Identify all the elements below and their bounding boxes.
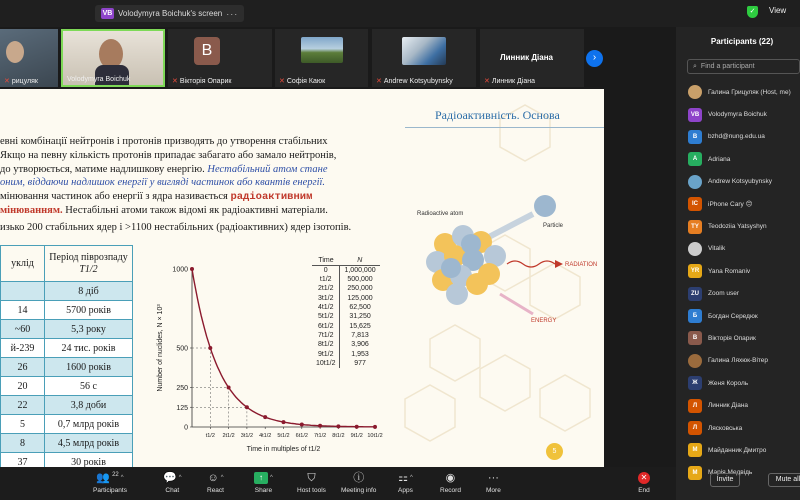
table-cell: 1,000,000 — [344, 267, 376, 274]
apps-icon: ⚏ — [398, 472, 408, 484]
participant-avatar: Б — [688, 309, 702, 323]
participants-title: Participants (22) — [710, 37, 774, 46]
slide-text-line: Якщо на певну кількість протонів припадає забагато або замало нейтронів, — [0, 150, 337, 161]
participant-list-item[interactable] — [688, 171, 800, 193]
table-row — [312, 303, 380, 312]
table-header: N — [340, 256, 380, 266]
table-cell: 500,000 — [347, 276, 373, 284]
y-tick-label: 250 — [176, 385, 188, 392]
data-point — [227, 386, 231, 390]
participant-avatar: ZU — [688, 287, 702, 301]
participant-name: Teodoziia Yatsyshyn — [708, 223, 767, 231]
participant-avatar: Л — [688, 421, 702, 435]
participants-icon: 👥 — [96, 472, 111, 484]
react-icon: ☺ — [207, 472, 219, 484]
shield-icon: ⛉ — [307, 472, 316, 484]
table-row — [312, 359, 380, 368]
x-tick-label: 8t1/2 — [332, 433, 345, 439]
chat-icon: 💬 — [163, 472, 177, 484]
x-tick-label: 4t1/2 — [259, 433, 272, 439]
table-row — [312, 312, 380, 321]
y-tick-label: 0 — [184, 424, 188, 432]
table-cell: 7,813 — [351, 331, 369, 339]
participant-avatar: B — [194, 37, 220, 65]
video-thumbnail-strip — [0, 29, 610, 87]
participant-name: Yana Romaniv — [708, 267, 751, 275]
share-arrow-icon: ↑ — [254, 472, 268, 484]
table-cell: 5t1/2 — [312, 312, 340, 321]
data-point — [245, 405, 249, 409]
mic-muted-icon: ✕ — [279, 78, 285, 85]
participant-list-item[interactable] — [688, 126, 800, 148]
table-header: уклід — [1, 246, 45, 282]
participant-photo — [402, 37, 446, 65]
mute-all-button[interactable]: Mute all — [768, 473, 800, 487]
participant-name: Линник Діана — [708, 402, 749, 410]
participant-list-item[interactable] — [688, 238, 800, 260]
participant-list-item[interactable] — [688, 372, 800, 394]
participant-avatar — [688, 354, 702, 368]
participant-name: Майданник Дмитро — [708, 446, 767, 454]
table-cell: 0 — [312, 266, 340, 276]
more-button[interactable]: ··· More — [486, 472, 501, 494]
data-point — [190, 267, 194, 271]
participant-name: ✕ Вікторія Опарик — [172, 77, 232, 85]
participant-list-item[interactable] — [688, 350, 800, 372]
x-tick-label: 2t1/2 — [222, 433, 235, 439]
next-page-arrow-icon[interactable]: › — [586, 50, 603, 67]
participant-list-item[interactable] — [688, 305, 800, 327]
table-cell: 6t1/2 — [312, 321, 340, 330]
table-row: 5 0,7 млрд років — [1, 415, 133, 434]
table-header: Time — [312, 256, 340, 266]
table-cell: 2t1/2 — [312, 284, 340, 293]
x-tick-label: 10t1/2 — [367, 433, 383, 439]
atom-label: Radioactive atom — [417, 211, 464, 217]
participant-list-item[interactable] — [688, 417, 800, 439]
participant-name: Богдан Середюк — [708, 312, 758, 320]
participant-list-item[interactable] — [688, 81, 800, 103]
table-cell: 3,906 — [351, 341, 369, 349]
chevron-up-icon[interactable]: ^ — [270, 475, 273, 481]
sharer-avatar: VB — [102, 10, 113, 17]
table-cell: 31,250 — [349, 313, 371, 321]
participant-list-item[interactable] — [688, 103, 800, 125]
data-point — [318, 424, 322, 428]
invite-button[interactable]: Invite — [710, 473, 740, 487]
chevron-up-icon[interactable]: ^ — [220, 475, 224, 481]
table-cell: 62,500 — [349, 304, 371, 312]
record-icon: ◉ — [445, 472, 456, 484]
energy-arrow — [500, 294, 533, 314]
data-point — [336, 424, 340, 428]
security-shield-icon[interactable]: ✓ — [747, 6, 758, 18]
particle-arrow — [485, 214, 533, 239]
participant-avatar — [688, 85, 702, 99]
participant-name: ✕ Линник Діана — [484, 77, 535, 85]
participant-avatar — [688, 175, 702, 189]
video-thumbnail[interactable] — [372, 29, 476, 87]
table-cell: 1,953 — [351, 350, 369, 358]
screen-share-label: Volodymyra Boichuk's screen — [118, 9, 223, 18]
video-thumbnail[interactable] — [275, 29, 368, 87]
table-row — [312, 321, 380, 330]
participant-avatar — [688, 242, 702, 256]
participant-name: Галина Грицуляк (Host, me) — [708, 88, 791, 96]
x-axis-label: Time in multiples of t1/2 — [246, 446, 321, 453]
slide-text-line: до утворюється, матиме надлишкову енергію. Нестабільний атом стане — [0, 164, 328, 175]
data-point — [300, 423, 304, 427]
participant-avatar: A — [688, 152, 702, 166]
table-row: 37 30 років — [1, 453, 133, 468]
table-cell: 9t1/2 — [312, 349, 340, 358]
table-cell: 4t1/2 — [312, 303, 340, 312]
slide-text-line: мінювання частинок або енергії з ядра називається радіоактивним — [0, 191, 313, 203]
energy-label: ENERGY — [531, 318, 557, 324]
table-row: й-239 24 тис. років — [1, 339, 133, 358]
video-thumbnail-active-speaker[interactable] — [61, 29, 165, 87]
participants-panel — [676, 27, 800, 500]
table-row: 14 5700 років — [1, 301, 133, 320]
y-tick-label: 125 — [176, 404, 188, 412]
chevron-up-icon[interactable]: ^ — [120, 475, 124, 481]
participant-name: Галина Ляхюк-Вітер — [708, 357, 769, 365]
radioactive-atom-illustration — [415, 184, 600, 334]
table-cell: 8t1/2 — [312, 340, 340, 349]
mic-muted-icon: ✕ — [4, 78, 10, 85]
table-cell: 7t1/2 — [312, 331, 340, 340]
data-point — [355, 425, 359, 429]
participant-name: Марія Медвідь — [708, 469, 753, 477]
video-thumbnail[interactable] — [0, 29, 58, 87]
participant-list-item[interactable] — [688, 215, 800, 237]
table-cell: 977 — [354, 359, 366, 367]
meeting-toolbar — [0, 467, 676, 500]
end-meeting-button[interactable]: ✕ End — [638, 473, 650, 494]
close-icon: ✕ — [638, 472, 650, 484]
participant-list-item[interactable] — [688, 283, 800, 305]
x-tick-label: 6t1/2 — [295, 433, 308, 439]
x-tick-label: 9t1/2 — [350, 433, 363, 439]
table-cell: 15,625 — [349, 322, 371, 330]
participant-name: ✕ Софія Каюк — [279, 77, 326, 85]
table-row: ~60 5,3 року — [1, 320, 133, 339]
decay-data-table — [312, 256, 380, 368]
table-header: Період піврозпаду T1/2 — [45, 246, 133, 282]
radiation-wave — [507, 261, 555, 267]
y-tick-label: 500 — [176, 345, 188, 353]
particle-sphere — [534, 195, 556, 217]
chevron-up-icon[interactable]: ^ — [409, 475, 413, 481]
participant-avatar: YR — [688, 264, 702, 278]
search-icon: ⌕ — [693, 62, 697, 70]
participant-avatar: TY — [688, 220, 702, 234]
record-button[interactable]: ◉ Record — [440, 472, 461, 494]
meeting-info-button[interactable]: ⓘ Meeting info — [341, 472, 377, 494]
slide-title: Радіоактивність. Основа — [435, 108, 560, 122]
data-point — [263, 415, 267, 419]
slide-text-line: оним, віддаючи надлишок енергії у вигляді частинок або квантів енергії. — [0, 177, 326, 188]
participant-avatar: М — [688, 443, 702, 457]
participant-name: Вікторія Опарик — [708, 334, 756, 342]
table-row: 26 1600 років — [1, 358, 133, 377]
more-icon: ··· — [487, 472, 499, 484]
mic-muted-icon: ✕ — [172, 78, 178, 85]
x-tick-label: 3t1/2 — [240, 433, 254, 439]
y-tick-label: 1000 — [172, 266, 188, 274]
particle-label: Particle — [543, 223, 564, 229]
participant-avatar: B — [688, 130, 702, 144]
video-thumbnail[interactable] — [480, 29, 584, 87]
participant-avatar: М — [688, 466, 702, 480]
share-button[interactable]: ↑ ^ Share — [254, 470, 273, 494]
table-row: 8 4,5 млрд років — [1, 434, 133, 453]
table-row — [312, 331, 380, 340]
find-participant-input[interactable]: ⌕ Find a participant — [687, 59, 800, 74]
table-cell: 125,000 — [347, 294, 373, 302]
participant-name: Volodymyra Boichuk — [708, 111, 767, 119]
participant-name: ✕ рицуляк — [4, 77, 38, 85]
host-tools-button[interactable]: ⛉ Host tools — [297, 472, 326, 494]
x-tick-label: 7t1/2 — [313, 433, 327, 439]
slide-text-line: мінюванням. Нестабільні атоми також відомі як радіоактивні матеріали. — [0, 205, 328, 216]
screen-share-indicator[interactable] — [95, 5, 244, 22]
participant-name: Zoom user — [708, 290, 740, 298]
participant-list — [688, 81, 800, 484]
apps-button[interactable]: ⚏ ^ Apps — [398, 472, 413, 494]
participants-button[interactable]: 👥 22 ^ Participants — [93, 472, 127, 494]
participant-name: Volodymyra Boichuk — [67, 76, 131, 83]
radiation-label: RADIATION — [565, 262, 598, 268]
info-icon: ⓘ — [353, 472, 365, 484]
table-row — [312, 266, 380, 276]
radiation-arrow — [555, 260, 563, 268]
view-button[interactable]: View — [769, 6, 787, 15]
participant-avatar: VB — [688, 108, 702, 122]
table-row — [312, 294, 380, 303]
shared-screen-slide — [0, 89, 604, 467]
data-point — [282, 420, 286, 424]
title-underline — [405, 127, 604, 128]
slide-text-line: евні комбінації нейтронів і протонів призводять до утворення стабільних — [0, 136, 328, 147]
table-cell: 250,000 — [347, 285, 373, 293]
participant-list-item[interactable] — [688, 193, 800, 215]
participant-avatar: Ж — [688, 376, 702, 390]
participant-name: Лясковська — [708, 424, 743, 432]
y-axis-label: Number of nuclides, N × 10³ — [157, 304, 164, 392]
table-row: 20 56 с — [1, 377, 133, 396]
participant-name: bzhd@nung.edu.ua — [708, 133, 765, 141]
video-thumbnail[interactable] — [168, 29, 272, 87]
table-row — [312, 340, 380, 349]
slide-text-line: изько 200 стабільних ядер і >1100 нестабільних (радіоактивних) ядер ізотопів. — [0, 222, 352, 233]
table-row — [312, 275, 380, 284]
table-row — [312, 284, 380, 293]
participant-avatar: Л — [688, 399, 702, 413]
mic-muted-icon: ✕ — [484, 78, 490, 85]
participant-avatar: IC — [688, 197, 702, 211]
participant-name: Женя Король — [708, 379, 749, 387]
participant-name-large: Линник Діана — [500, 53, 553, 62]
isotope-half-life-table — [0, 245, 133, 467]
slide-number-badge: 5 — [546, 443, 563, 460]
participant-name: iPhone Cary 🙃 — [708, 201, 753, 209]
participant-avatar: В — [688, 331, 702, 345]
table-cell: 10t1/2 — [312, 359, 340, 368]
x-tick-label: 5t1/2 — [277, 433, 290, 439]
chevron-up-icon[interactable]: ^ — [178, 475, 182, 481]
mic-muted-icon: ✕ — [376, 78, 382, 85]
participant-list-item[interactable] — [688, 327, 800, 349]
top-bar — [0, 0, 800, 27]
more-options-icon[interactable]: ··· — [226, 8, 239, 19]
participant-photo — [301, 37, 343, 63]
table-row — [312, 349, 380, 358]
react-button[interactable]: ☺ ^ React — [207, 472, 224, 494]
table-cell: t1/2 — [312, 275, 340, 284]
data-point — [373, 425, 377, 429]
table-cell: 3t1/2 — [312, 294, 340, 303]
participant-name: Andrew Kotsyubynsky — [708, 178, 772, 186]
participant-list-item[interactable] — [688, 148, 800, 170]
participant-name: Adriana — [708, 155, 731, 163]
participant-name: Vitalik — [708, 245, 726, 253]
table-row: 8 діб — [1, 282, 133, 301]
participant-list-item[interactable] — [688, 260, 800, 282]
table-row: 22 3,8 доби — [1, 396, 133, 415]
participant-name: ✕ Andrew Kotsyubynsky — [376, 77, 453, 85]
participant-list-item[interactable] — [688, 439, 800, 461]
chat-button[interactable]: 💬 ^ Chat — [163, 472, 182, 494]
x-tick-label: t1/2 — [205, 433, 215, 439]
participant-list-item[interactable] — [688, 394, 800, 416]
data-point — [208, 346, 212, 350]
